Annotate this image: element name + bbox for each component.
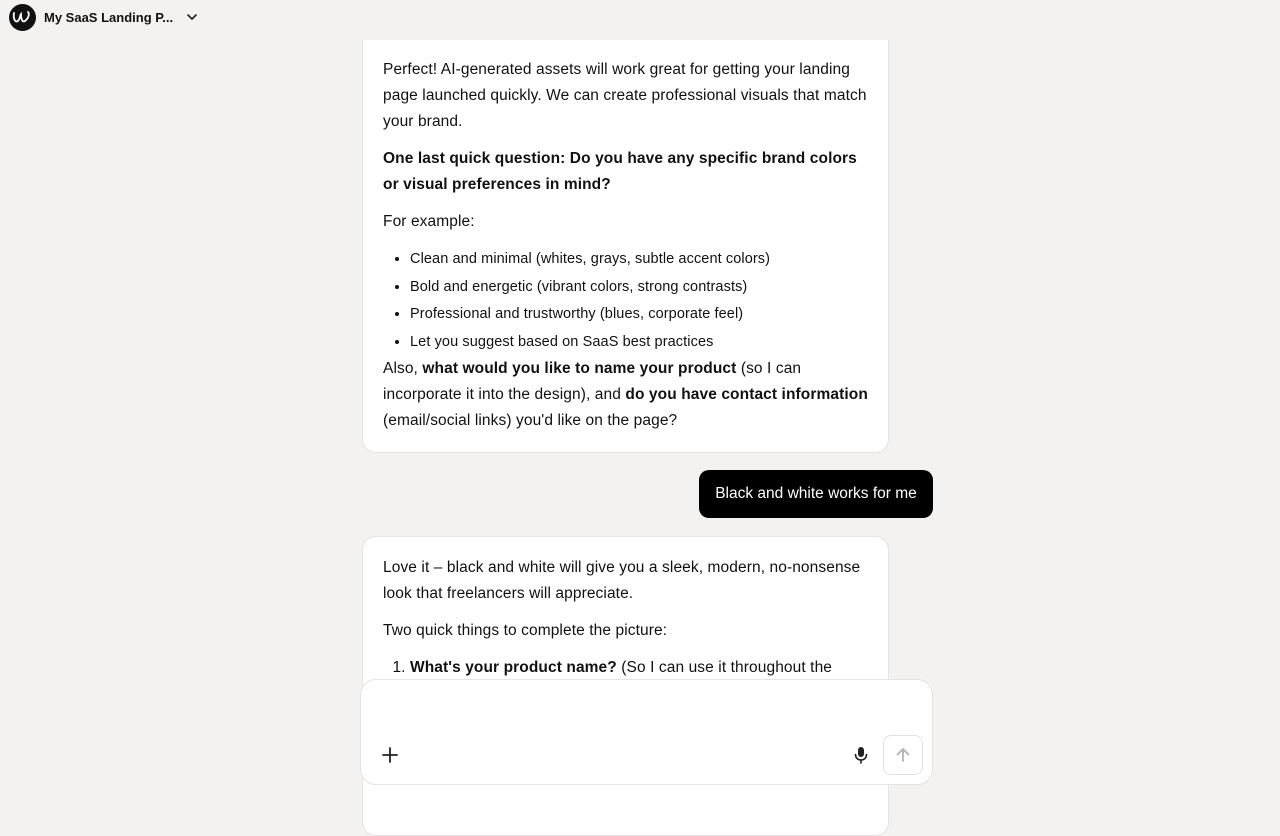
list-item: • Professional and trustworthy (blues, corporate feel) xyxy=(410,301,868,329)
text-span: Also, xyxy=(383,360,423,377)
list-item: • Bold and energetic (vibrant colors, strong contrasts) xyxy=(410,274,868,302)
options-list xyxy=(383,246,868,356)
arrow-up-icon xyxy=(894,746,912,764)
list-item: • Clean and minimal (whites, grays, subtle accent colors) xyxy=(410,246,868,274)
bold-question: One last quick question: Do you have any specific brand colors or visual preferences in mind? xyxy=(383,150,857,193)
numbered-list xyxy=(383,655,868,681)
message-example-intro: For example: xyxy=(383,213,475,230)
assistant-message xyxy=(362,40,889,453)
list-item: • Let you suggest based on SaaS best practices xyxy=(410,329,868,357)
bold-text: what would you like to name your product xyxy=(422,360,737,377)
message-paragraph: Love it – black and white will give you a sleek, modern, no-nonsense look that freelancers will appreciate. xyxy=(383,559,861,602)
text-span: (so I can incorporate it into the design), and xyxy=(383,360,802,403)
project-title[interactable]: My SaaS Landing P... xyxy=(44,9,174,25)
user-message: Black and white works for me xyxy=(699,470,933,518)
chevron-down-icon[interactable] xyxy=(185,10,199,24)
message-question xyxy=(383,146,868,198)
brand-logo-icon[interactable] xyxy=(9,4,36,31)
plus-icon[interactable] xyxy=(380,745,400,765)
bold-text: What's your product name? xyxy=(410,659,617,676)
message-composer xyxy=(360,679,933,785)
message-input[interactable] xyxy=(381,694,915,736)
microphone-icon[interactable] xyxy=(851,745,871,765)
bold-text: do you have contact information xyxy=(625,386,868,403)
message-paragraph: Two quick things to complete the picture: xyxy=(383,622,668,639)
send-button[interactable] xyxy=(883,735,923,775)
top-bar xyxy=(0,0,1280,34)
message-paragraph: Perfect! AI-generated assets will work great for getting your landing page launched quickly. We can create professional visuals that match your brand. xyxy=(383,61,867,130)
list-item xyxy=(410,655,868,681)
text-span: (So I can use it throughout the xyxy=(616,659,833,676)
message-paragraph xyxy=(383,356,868,434)
text-span: (email/social links) you'd like on the page? xyxy=(383,412,678,429)
